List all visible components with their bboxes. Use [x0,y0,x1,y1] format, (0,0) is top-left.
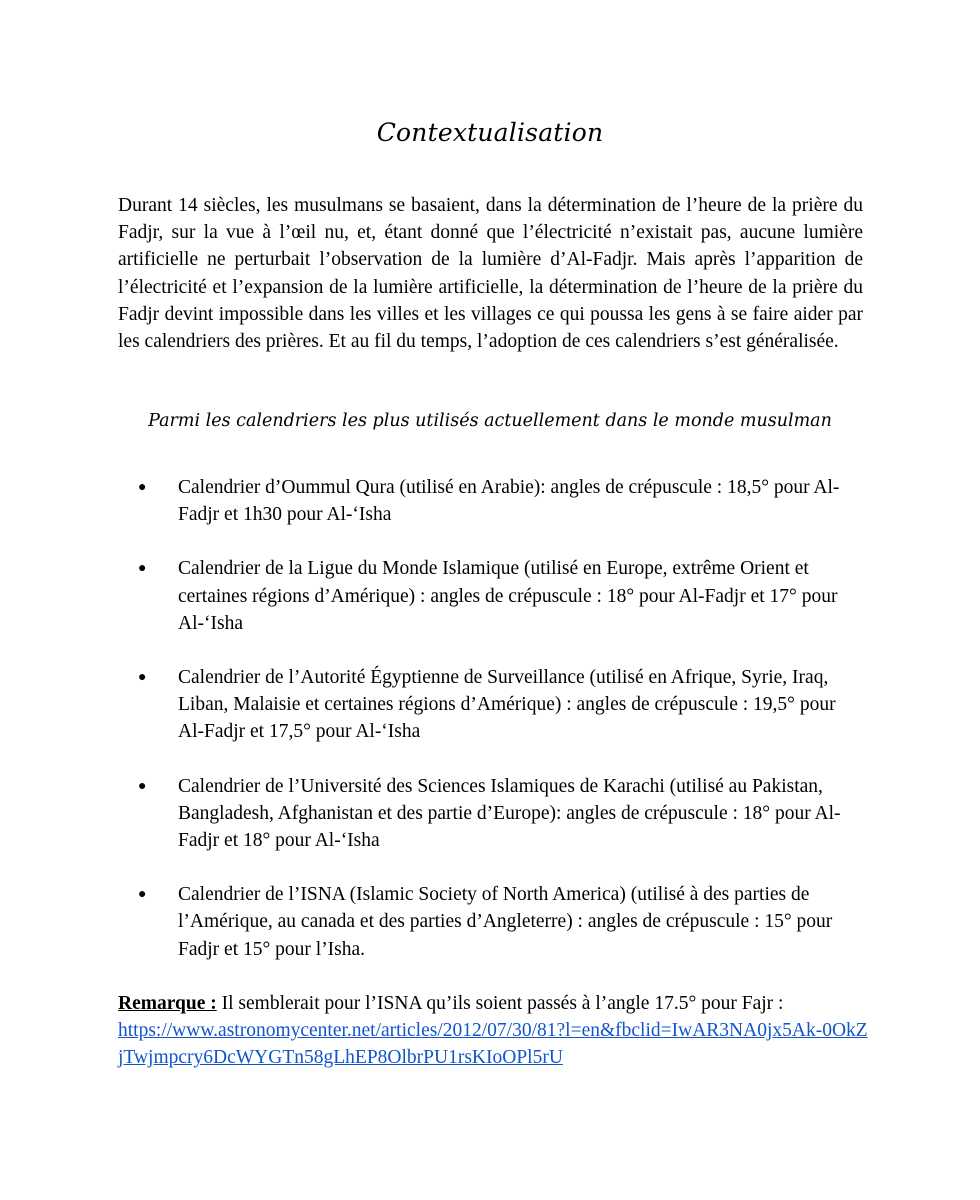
list-item [118,664,863,746]
list-item [118,773,863,855]
list-item [118,474,863,528]
remark-label: Remarque : [118,993,217,1014]
page-title: Contextualisation [376,118,604,147]
section-subtitle: Parmi les calendriers les plus utilisés actuellement dans le monde musulman [148,411,832,431]
bullet-icon: ● [138,778,147,794]
bullet-icon: ● [138,480,147,495]
remark-link[interactable]: https://www.astronomycenter.net/articles/2012/07/30/81?l=en&fbclid=IwAR3NA0jx5Ak-0OkZjTwjmpcry6DcWYGTn58gLhEP8OlbrPU1rsKIoOPl5rU [118,1020,868,1069]
list-item-text: Calendrier de l’ISNA (Islamic Society of North America) (utilisé à des parties de l’Amérique, au canada et des parties d’Angleterre) : angles de crépuscule : 15° pour Fadjr et 15° pour l’Isha. [178,884,833,960]
calendar-list [118,474,863,990]
bullet-icon: ● [138,670,147,686]
list-item [118,881,863,963]
remark-paragraph [118,990,868,1072]
bullet-icon: ● [138,561,147,577]
list-item-text: Calendrier d’Oummul Qura (utilisé en Arabie): angles de crépuscule : 18,5° pour Al-Fadjr et 1h30 pour Al-‘Isha [178,477,840,526]
list-item-text: Calendrier de la Ligue du Monde Islamique (utilisé en Europe, extrême Orient et certaines régions d’Amérique) : angles de crépuscule : 18° pour Al-Fadjr et 17° pour Al-‘Isha [178,558,838,634]
bullet-icon: ● [138,887,147,903]
list-item-text: Calendrier de l’Autorité Égyptienne de Surveillance (utilisé en Afrique, Syrie, Iraq, Liban, Malaisie et certaines régions d’Amérique) : angles de crépuscule : 19,5° pour Al-Fadjr et 17,5° pour Al-‘Isha [178,667,836,743]
intro-paragraph: Durant 14 siècles, les musulmans se basaient, dans la détermination de l’heure de la prière du Fadjr, sur la vue à l’œil nu, et, étant donné que l’électricité n’existait pas, aucune lumière artificielle ne perturbait l’observation de la lumière d’Al-Fadjr. Mais après l’apparition de l’électricité et l’expansion de la lumière artificielle, la détermination de l’heure de la prière du Fadjr devint impossible dans les villes et les villages ce qui poussa les gens à se faire aider par les calendriers des prières. Et au fil du temps, l’adoption de ces calendriers s’est généralisée. [118,195,863,353]
list-item-text: Calendrier de l’Université des Sciences Islamiques de Karachi (utilisé au Pakistan, Bangladesh, Afghanistan et des partie d’Europe): angles de crépuscule : 18° pour Al-Fadjr et 18° pour Al-‘Isha [178,775,841,852]
remark-text: Il semblerait pour l’ISNA qu’ils soient passés à l’angle 17.5° pour Fajr : [216,993,784,1014]
list-item [118,555,863,637]
